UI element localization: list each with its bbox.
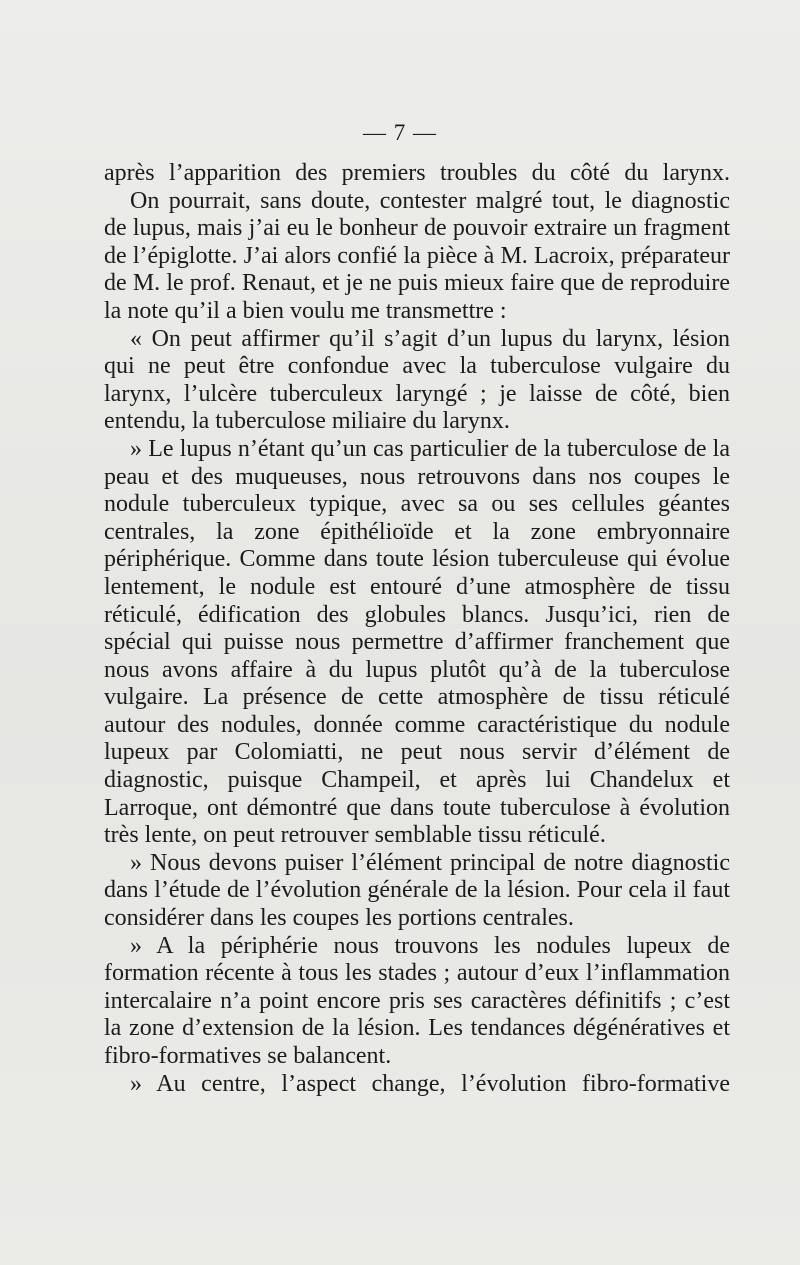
paragraph-4: » Le lupus n’étant qu’un cas particulier de la tuberculose de la peau et des muqueuses, nous retrouvons dans nos coupes le nodule tuberculeux typique, avec sa ou ses cellules géantes centrales, la zone épithélioïde et la zone embryonnaire périphérique. Comme dans toute lésion tuberculeuse qui évolue lentement, le nodule est entouré d’une atmosphère de tissu réticulé, édification des globules blancs. Jusqu’ici, rien de spécial qui puisse nous permettre d’affirmer franchement que nous avons affaire à du lupus plutôt qu’à de la tuberculose vulgaire. La présence de cette atmosphère de tissu réticulé autour des nodules, donnée comme caractéristique du nodule lupeux par Colomiatti, ne peut nous servir d’élément de diagnostic, puisque Champeil, et après lui Chandelux et Larroque, ont démontré que dans toute tuberculose à évolution très lente, on peut retrouver semblable tissu réticulé. [104,435,730,849]
body-text [104,160,730,1098]
paragraph-2: On pourrait, sans doute, contester malgré tout, le diagnostic de lupus, mais j’ai eu le bonheur de pouvoir extraire un fragment de l’épiglotte. J’ai alors confié la pièce à M. Lacroix, préparateur de M. le prof. Renaut, et je ne puis mieux faire que de reproduire la note qu’il a bien voulu me transmettre : [104,187,730,324]
paragraph-7: » Au centre, l’aspect change, l’évolution fibro-formative [130,1070,730,1097]
paragraph-3: « On peut affirmer qu’il s’agit d’un lupus du larynx, lésion qui ne peut être confondue avec la tuberculose vulgaire du larynx, l’ulcère tuberculeux laryngé ; je laisse de côté, bien entendu, la tuberculose miliaire du larynx. [104,325,730,435]
paragraph-1: après l’apparition des premiers troubles du côté du larynx. [104,160,730,186]
page-number: — 7 — [363,120,437,145]
paragraph-5: » Nous devons puiser l’élément principal de notre diagnostic dans l’étude de l’évolution générale de la lésion. Pour cela il faut considérer dans les coupes les portions centrales. [104,849,730,932]
paragraph-6: » A la périphérie nous trouvons les nodules lupeux de formation récente à tous les stades ; autour d’eux l’inflammation intercalaire n’a point encore pris ses caractères définitifs ; c’est la zone d’extension de la lésion. Les tendances dégénératives et fibro-formatives se balancent. [104,932,730,1069]
